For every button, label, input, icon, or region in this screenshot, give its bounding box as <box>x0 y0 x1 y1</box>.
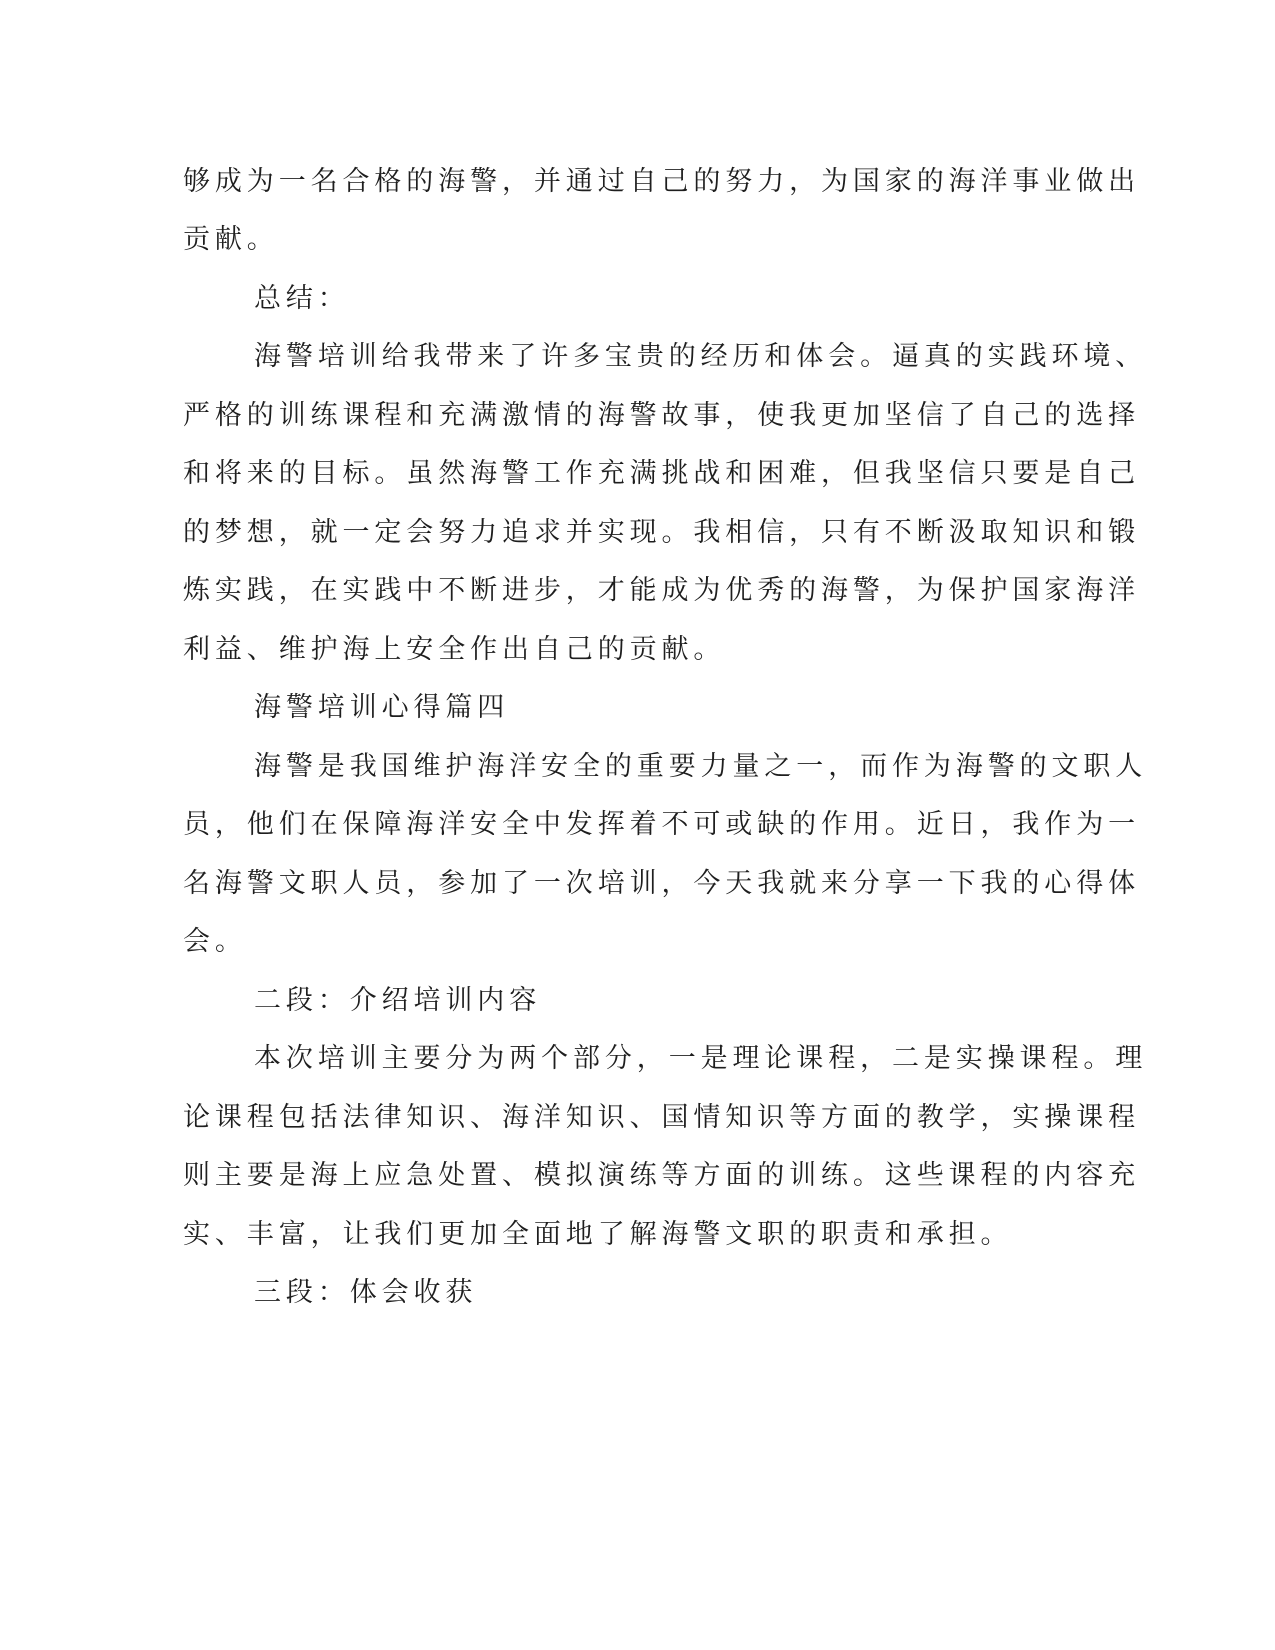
section-title: 海警培训心得篇四 <box>254 692 510 723</box>
text-line-17: 论课程包括法律知识、海洋知识、国情知识等方面的教学，实操课程 <box>183 1102 1140 1133</box>
text-line-4: 海警培训给我带来了许多宝贵的经历和体会。逼真的实践环境、 <box>254 341 1148 372</box>
text-line-7: 的梦想，就一定会努力追求并实现。我相信，只有不断汲取知识和锻 <box>183 517 1140 548</box>
subheading-part-three: 三段：体会收获 <box>254 1277 478 1308</box>
text-line-1: 够成为一名合格的海警，并通过自己的努力，为国家的海洋事业做出 <box>183 166 1140 197</box>
text-line-14: 会。 <box>183 926 247 957</box>
text-line-12: 员，他们在保障海洋安全中发挥着不可或缺的作用。近日，我作为一 <box>183 809 1140 840</box>
text-line-18: 则主要是海上应急处置、模拟演练等方面的训练。这些课程的内容充 <box>183 1160 1140 1191</box>
text-line-16: 本次培训主要分为两个部分，一是理论课程，二是实操课程。理 <box>254 1043 1148 1074</box>
text-line-8: 炼实践，在实践中不断进步，才能成为优秀的海警，为保护国家海洋 <box>183 575 1140 606</box>
text-line-5: 严格的训练课程和充满激情的海警故事，使我更加坚信了自己的选择 <box>183 400 1140 431</box>
subheading-part-two: 二段：介绍培训内容 <box>254 985 542 1016</box>
text-line-9: 利益、维护海上安全作出自己的贡献。 <box>183 634 726 665</box>
text-line-11: 海警是我国维护海洋安全的重要力量之一，而作为海警的文职人 <box>254 751 1148 782</box>
text-line-6: 和将来的目标。虽然海警工作充满挑战和困难，但我坚信只要是自己 <box>183 458 1140 489</box>
text-line-13: 名海警文职人员，参加了一次培训，今天我就来分享一下我的心得体 <box>183 868 1140 899</box>
summary-heading: 总结： <box>254 283 350 314</box>
text-line-19: 实、丰富，让我们更加全面地了解海警文职的职责和承担。 <box>183 1219 1013 1250</box>
text-line-2: 贡献。 <box>183 224 279 255</box>
